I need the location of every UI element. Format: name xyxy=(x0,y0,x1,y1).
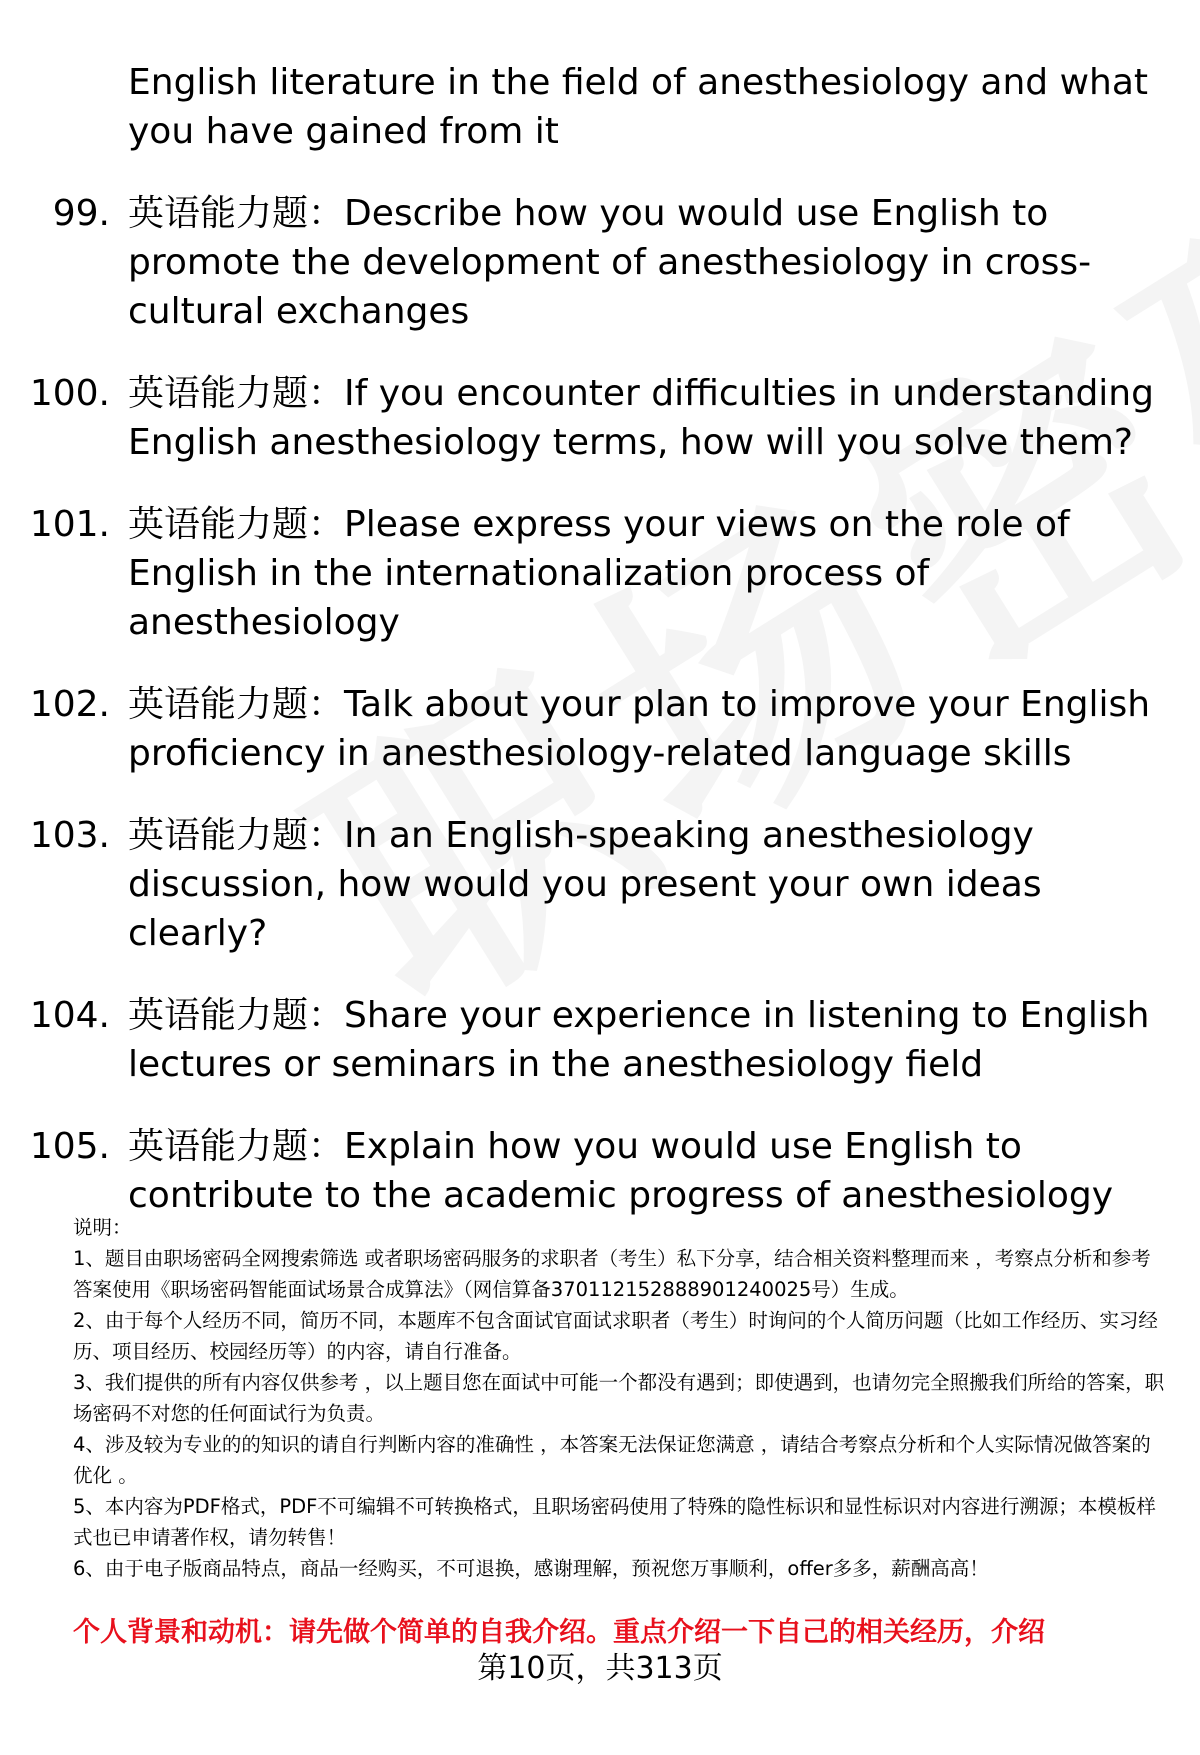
question-number: 104. xyxy=(29,995,110,1036)
question-category: 英语能力题： xyxy=(128,684,345,725)
question-text: Describe how you would use English to promote the development of anesthesiology in cross-cultural exchanges xyxy=(128,193,1092,332)
disclaimer-notes xyxy=(73,1212,1168,1584)
next-section-heading: 个人背景和动机：请先做个简单的自我介绍。重点介绍一下自己的相关经历，介绍 xyxy=(73,1617,1045,1648)
question-item xyxy=(0,811,1168,958)
note-item: 1、题目由职场密码全网搜索筛选 或者职场密码服务的求职者（考生）私下分享，结合相关资料整理而来 ，考察点分析和参考答案使用《职场密码智能面试场景合成算法》（网信算备370112152888901240025号）生成。 xyxy=(73,1247,1151,1301)
question-item xyxy=(0,1122,1168,1220)
question-item xyxy=(0,500,1168,647)
question-item xyxy=(0,189,1168,336)
question-category: 英语能力题： xyxy=(128,193,345,234)
question-text: If you encounter difficulties in understanding English anesthesiology terms, how will you solve them? xyxy=(128,373,1154,463)
question-item xyxy=(0,58,1168,156)
question-category: 英语能力题： xyxy=(128,373,345,414)
question-number: 102. xyxy=(29,684,110,725)
question-text: Explain how you would use English to contribute to the academic progress of anesthesiology xyxy=(128,1126,1114,1216)
question-item xyxy=(0,991,1168,1089)
question-number: 100. xyxy=(29,373,110,414)
question-text: In an English-speaking anesthesiology discussion, how would you present your own ideas clearly? xyxy=(128,815,1042,954)
question-text: Talk about your plan to improve your English proficiency in anesthesiology-related language skills xyxy=(128,684,1151,774)
page-number: 第10页，共313页 xyxy=(477,1651,723,1686)
question-number: 103. xyxy=(29,815,110,856)
question-category: 英语能力题： xyxy=(128,504,345,545)
question-list xyxy=(0,58,1200,1253)
question-number: 105. xyxy=(29,1126,110,1167)
notes-title: 说明： xyxy=(73,1216,132,1239)
question-text: English literature in the field of anesthesiology and what you have gained from it xyxy=(128,62,1149,152)
question-category: 英语能力题： xyxy=(128,995,345,1036)
question-category: 英语能力题： xyxy=(128,815,345,856)
note-item: 4、涉及较为专业的的知识的请自行判断内容的准确性 ，本答案无法保证您满意 ，请结合考察点分析和个人实际情况做答案的优化 。 xyxy=(73,1433,1151,1487)
question-category: 英语能力题： xyxy=(128,1126,345,1167)
question-item xyxy=(0,369,1168,467)
question-number: 99. xyxy=(52,193,110,234)
note-item: 5、本内容为PDF格式，PDF不可编辑不可转换格式，且职场密码使用了特殊的隐性标识和显性标识对内容进行溯源；本模板样式也已申请著作权，请勿转售！ xyxy=(73,1495,1156,1549)
question-number: 101. xyxy=(29,504,110,545)
note-item: 6、由于电子版商品特点，商品一经购买，不可退换，感谢理解，预祝您万事顺利，offer多多，薪酬高高！ xyxy=(73,1557,989,1580)
question-item xyxy=(0,680,1168,778)
note-item: 3、我们提供的所有内容仅供参考 ，以上题目您在面试中可能一个都没有遇到；即使遇到，也请勿完全照搬我们所给的答案，职场密码不对您的任何面试行为负责。 xyxy=(73,1371,1165,1425)
question-text: Share your experience in listening to English lectures or seminars in the anesthesiology field xyxy=(128,995,1150,1085)
note-item: 2、由于每个人经历不同，简历不同，本题库不包含面试官面试求职者（考生）时询问的个人简历问题（比如工作经历、实习经历、项目经历、校园经历等）的内容，请自行准备。 xyxy=(73,1309,1158,1363)
question-text: Please express your views on the role of English in the internationalization process of anesthesiology xyxy=(128,504,1070,643)
